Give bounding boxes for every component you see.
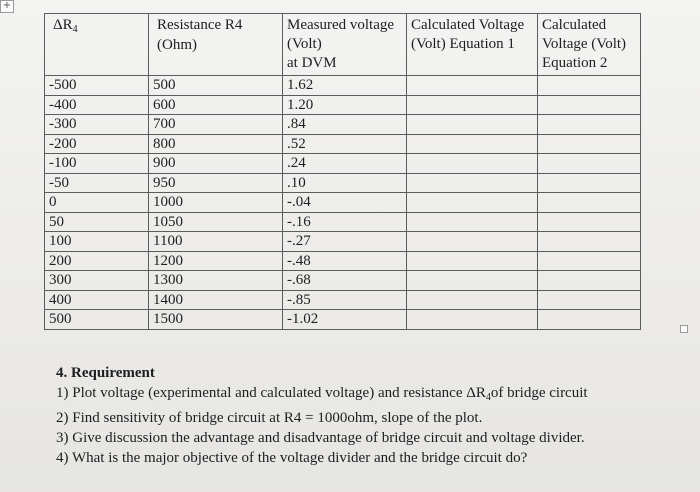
requirements-title: 4. Requirement — [56, 365, 155, 381]
cell-delta-r4[interactable]: -200 — [45, 134, 149, 154]
cell-calc-voltage-eq1[interactable] — [407, 76, 538, 96]
cell-calc-voltage-eq2[interactable] — [538, 290, 641, 310]
cell-calc-voltage-eq1[interactable] — [407, 134, 538, 154]
header-measured-voltage — [283, 14, 407, 76]
table-row — [45, 76, 641, 96]
cell-measured-voltage[interactable]: -.68 — [283, 271, 407, 291]
requirement-item-2: 2) Find sensitivity of bridge circuit at R4 = 1000ohm, slope of the plot. — [56, 410, 483, 426]
cell-delta-r4[interactable]: -100 — [45, 154, 149, 174]
cell-delta-r4[interactable]: 300 — [45, 271, 149, 291]
table-row — [45, 290, 641, 310]
cell-calc-voltage-eq1[interactable] — [407, 173, 538, 193]
cell-calc-voltage-eq2[interactable] — [538, 232, 641, 252]
header-line: Measured voltage — [287, 17, 395, 33]
cell-resistance[interactable]: 950 — [149, 173, 283, 193]
cell-measured-voltage[interactable]: .10 — [283, 173, 407, 193]
cell-measured-voltage[interactable]: -.27 — [283, 232, 407, 252]
cell-delta-r4[interactable]: -50 — [45, 173, 149, 193]
cell-delta-r4[interactable]: 100 — [45, 232, 149, 252]
cell-delta-r4[interactable]: 50 — [45, 212, 149, 232]
table-header-row — [45, 14, 641, 76]
header-line: Resistance R4 — [157, 17, 243, 33]
cell-delta-r4[interactable]: 400 — [45, 290, 149, 310]
header-line: (Ohm) — [157, 36, 197, 53]
cell-delta-r4[interactable]: -500 — [45, 76, 149, 96]
cell-calc-voltage-eq1[interactable] — [407, 212, 538, 232]
cell-calc-voltage-eq2[interactable] — [538, 115, 641, 135]
cell-measured-voltage[interactable]: .24 — [283, 154, 407, 174]
table-row — [45, 232, 641, 252]
cell-resistance[interactable]: 1100 — [149, 232, 283, 252]
table-row — [45, 115, 641, 135]
cell-calc-voltage-eq1[interactable] — [407, 154, 538, 174]
cell-resistance[interactable]: 1300 — [149, 271, 283, 291]
table-resize-handle-icon[interactable] — [680, 325, 688, 333]
cell-measured-voltage[interactable]: -1.02 — [283, 310, 407, 330]
table-row — [45, 271, 641, 291]
cell-delta-r4[interactable]: 0 — [45, 193, 149, 213]
header-line: Voltage (Volt) — [542, 36, 627, 52]
cell-delta-r4[interactable]: -300 — [45, 115, 149, 135]
cell-resistance[interactable]: 1050 — [149, 212, 283, 232]
cell-resistance[interactable]: 800 — [149, 134, 283, 154]
cell-calc-voltage-eq1[interactable] — [407, 251, 538, 271]
requirement-item-1-tail: of bridge circuit — [490, 385, 588, 401]
header-line: (Volt) — [287, 36, 322, 52]
cell-calc-voltage-eq1[interactable] — [407, 95, 538, 115]
cell-calc-voltage-eq2[interactable] — [538, 271, 641, 291]
header-line: Equation 2 — [542, 55, 608, 71]
cell-resistance[interactable]: 1500 — [149, 310, 283, 330]
cell-measured-voltage[interactable]: .52 — [283, 134, 407, 154]
cell-calc-voltage-eq2[interactable] — [538, 134, 641, 154]
header-calculated-voltage-eq2 — [538, 14, 641, 76]
measurement-table — [44, 13, 641, 330]
header-delta-r4-subscript: 4 — [72, 24, 78, 35]
cell-calc-voltage-eq2[interactable] — [538, 251, 641, 271]
cell-calc-voltage-eq1[interactable] — [407, 193, 538, 213]
cell-calc-voltage-eq2[interactable] — [538, 310, 641, 330]
cell-resistance[interactable]: 500 — [149, 76, 283, 96]
requirement-item-4: 4) What is the major objective of the voltage divider and the bridge circuit do? — [56, 450, 528, 466]
requirement-item-3: 3) Give discussion the advantage and disadvantage of bridge circuit and voltage divider. — [56, 430, 585, 446]
cell-calc-voltage-eq2[interactable] — [538, 154, 641, 174]
table-row — [45, 173, 641, 193]
header-calculated-voltage-eq1 — [407, 14, 538, 76]
table-row — [45, 134, 641, 154]
table-row — [45, 310, 641, 330]
header-delta-r4-symbol: ΔR — [53, 17, 73, 33]
cell-measured-voltage[interactable]: -.85 — [283, 290, 407, 310]
cell-measured-voltage[interactable]: 1.62 — [283, 76, 407, 96]
cell-calc-voltage-eq2[interactable] — [538, 193, 641, 213]
cell-delta-r4[interactable]: -400 — [45, 95, 149, 115]
header-line: Calculated — [542, 17, 607, 33]
cell-measured-voltage[interactable]: -.16 — [283, 212, 407, 232]
requirement-item-1-text: 1) Plot voltage (experimental and calculated voltage) and resistance — [56, 385, 467, 401]
table-row — [45, 251, 641, 271]
header-resistance-r4 — [149, 14, 283, 76]
table-move-handle-icon[interactable]: + — [0, 0, 14, 13]
table-row — [45, 212, 641, 232]
cell-resistance[interactable]: 600 — [149, 95, 283, 115]
delta-r4-symbol: ΔR — [466, 385, 486, 401]
cell-measured-voltage[interactable]: .84 — [283, 115, 407, 135]
header-line: (Volt) Equation 1 — [411, 36, 515, 52]
cell-calc-voltage-eq1[interactable] — [407, 115, 538, 135]
cell-calc-voltage-eq2[interactable] — [538, 212, 641, 232]
cell-calc-voltage-eq1[interactable] — [407, 232, 538, 252]
cell-calc-voltage-eq1[interactable] — [407, 310, 538, 330]
cell-measured-voltage[interactable]: 1.20 — [283, 95, 407, 115]
cell-resistance[interactable]: 1400 — [149, 290, 283, 310]
table-row — [45, 154, 641, 174]
requirement-item-1 — [56, 383, 588, 408]
cell-calc-voltage-eq1[interactable] — [407, 271, 538, 291]
cell-resistance[interactable]: 1200 — [149, 251, 283, 271]
cell-delta-r4[interactable]: 500 — [45, 310, 149, 330]
requirements-section — [56, 363, 588, 468]
header-line: Calculated Voltage — [411, 17, 525, 33]
cell-calc-voltage-eq1[interactable] — [407, 290, 538, 310]
cell-resistance[interactable]: 700 — [149, 115, 283, 135]
cell-resistance[interactable]: 900 — [149, 154, 283, 174]
cell-resistance[interactable]: 1000 — [149, 193, 283, 213]
cell-calc-voltage-eq2[interactable] — [538, 173, 641, 193]
delta-r4-subscript: 4 — [485, 392, 491, 403]
cell-calc-voltage-eq2[interactable] — [538, 95, 641, 115]
table-row — [45, 95, 641, 115]
cell-measured-voltage[interactable]: -.04 — [283, 193, 407, 213]
header-line: at DVM — [287, 55, 337, 71]
cell-delta-r4[interactable]: 200 — [45, 251, 149, 271]
cell-measured-voltage[interactable]: -.48 — [283, 251, 407, 271]
cell-calc-voltage-eq2[interactable] — [538, 76, 641, 96]
header-delta-r4 — [45, 14, 149, 76]
table-row — [45, 193, 641, 213]
